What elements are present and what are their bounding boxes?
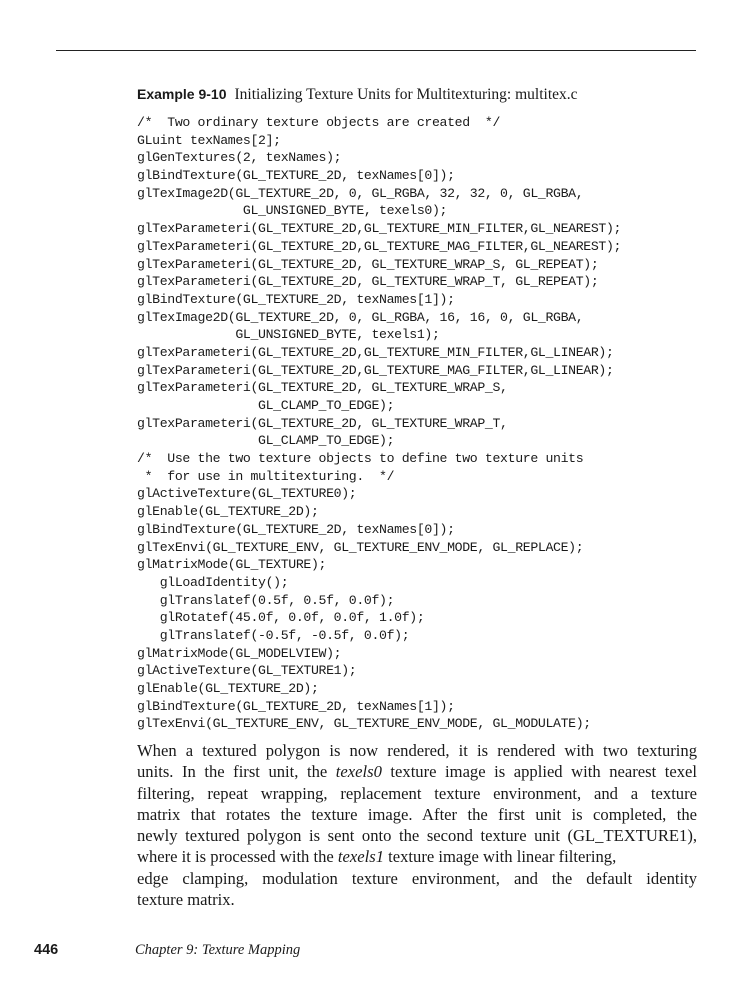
example-title: Initializing Texture Units for Multitexturing: multitex.c	[234, 86, 578, 103]
code-line: glBindTexture(GL_TEXTURE_2D, texNames[0]);	[137, 168, 455, 184]
code-line: glBindTexture(GL_TEXTURE_2D, texNames[1]);	[137, 698, 455, 714]
code-line: glTexParameteri(GL_TEXTURE_2D, GL_TEXTURE_WRAP_T, GL_REPEAT);	[137, 274, 599, 290]
paragraph-line: matrix that rotates the texture image. After the first unit is completed, the	[137, 804, 697, 824]
body-paragraph	[137, 740, 697, 910]
code-line: glActiveTexture(GL_TEXTURE1);	[137, 663, 357, 679]
paragraph-text: texture image is applied with nearest texel	[381, 762, 697, 782]
code-line: glTexParameteri(GL_TEXTURE_2D,GL_TEXTURE_MIN_FILTER,GL_NEAREST);	[137, 221, 622, 237]
code-line: glLoadIdentity();	[137, 574, 289, 590]
code-line: glMatrixMode(GL_TEXTURE);	[137, 557, 327, 573]
header-rule	[56, 50, 696, 51]
code-line: GL_CLAMP_TO_EDGE);	[137, 433, 395, 449]
code-line: glTexEnvi(GL_TEXTURE_ENV, GL_TEXTURE_ENV_MODE, GL_REPLACE);	[137, 539, 584, 555]
code-line: glBindTexture(GL_TEXTURE_2D, texNames[0]);	[137, 521, 455, 537]
paragraph-line: edge clamping, modulation texture environment, and the default identity	[137, 868, 697, 888]
paragraph-line	[137, 846, 697, 867]
code-line: glTexParameteri(GL_TEXTURE_2D, GL_TEXTURE_WRAP_T,	[137, 415, 508, 431]
code-line: glTexImage2D(GL_TEXTURE_2D, 0, GL_RGBA, 16, 16, 0, GL_RGBA,	[137, 309, 584, 325]
variable-name: texels0	[335, 762, 382, 782]
paragraph-line: filtering, repeat wrapping, replacement texture environment, and a texture	[137, 783, 697, 803]
code-line: glTexEnvi(GL_TEXTURE_ENV, GL_TEXTURE_ENV_MODE, GL_MODULATE);	[137, 716, 591, 732]
code-line: glTexParameteri(GL_TEXTURE_2D, GL_TEXTURE_WRAP_S, GL_REPEAT);	[137, 256, 599, 272]
code-line: glTranslatef(0.5f, 0.5f, 0.0f);	[137, 592, 395, 608]
code-line: GLuint texNames[2];	[137, 132, 281, 148]
code-line: glMatrixMode(GL_MODELVIEW);	[137, 645, 342, 661]
variable-name: texels1	[337, 847, 384, 867]
chapter-title: Chapter 9: Texture Mapping	[135, 942, 301, 958]
code-line: glGenTextures(2, texNames);	[137, 150, 342, 166]
paragraph-line: texture matrix.	[137, 890, 235, 910]
code-line: glBindTexture(GL_TEXTURE_2D, texNames[1]);	[137, 291, 455, 307]
code-line: glTranslatef(-0.5f, -0.5f, 0.0f);	[137, 627, 410, 643]
code-line: glTexParameteri(GL_TEXTURE_2D,GL_TEXTURE_MIN_FILTER,GL_LINEAR);	[137, 344, 614, 360]
example-label: Example 9-10	[137, 86, 227, 102]
code-line: glTexParameteri(GL_TEXTURE_2D,GL_TEXTURE_MAG_FILTER,GL_LINEAR);	[137, 362, 614, 378]
code-line: GL_CLAMP_TO_EDGE);	[137, 398, 395, 413]
paragraph-line: When a textured polygon is now rendered, it is rendered with two texturing	[137, 741, 697, 760]
code-line: * for use in multitexturing. */	[137, 468, 395, 484]
code-line: /* Use the two texture objects to define two texture units	[137, 451, 584, 467]
code-line: glRotatef(45.0f, 0.0f, 0.0f, 1.0f);	[137, 610, 425, 626]
code-line: glTexImage2D(GL_TEXTURE_2D, 0, GL_RGBA, 32, 32, 0, GL_RGBA,	[137, 185, 584, 201]
code-listing	[137, 114, 621, 733]
code-line: glEnable(GL_TEXTURE_2D);	[137, 504, 319, 520]
paragraph-text: where it is processed with the	[137, 847, 338, 867]
page-number: 446	[34, 942, 59, 958]
paragraph-text: texture image with linear filtering,	[384, 847, 617, 867]
paragraph-text: units. In the first unit, the	[137, 762, 336, 782]
code-line: GL_UNSIGNED_BYTE, texels1);	[137, 327, 440, 343]
code-line: /* Two ordinary texture objects are created */	[137, 115, 501, 130]
paragraph-line: newly textured polygon is sent onto the second texture unit (GL_TEXTURE1),	[137, 826, 697, 846]
code-line: glTexParameteri(GL_TEXTURE_2D, GL_TEXTURE_WRAP_S,	[137, 380, 508, 396]
code-line: GL_UNSIGNED_BYTE, texels0);	[137, 203, 448, 219]
code-line: glActiveTexture(GL_TEXTURE0);	[137, 486, 357, 502]
paragraph-line	[137, 761, 697, 782]
code-line: glTexParameteri(GL_TEXTURE_2D,GL_TEXTURE_MAG_FILTER,GL_NEAREST);	[137, 238, 622, 254]
example-caption	[137, 86, 578, 104]
code-line: glEnable(GL_TEXTURE_2D);	[137, 681, 319, 696]
